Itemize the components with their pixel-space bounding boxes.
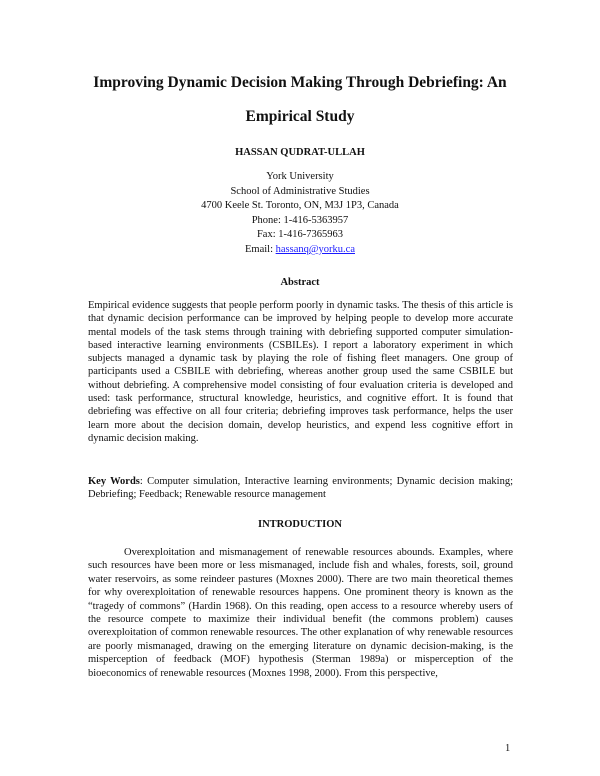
keywords-paragraph [88,475,513,502]
affiliation-school: School of Administrative Studies [230,185,370,197]
introduction-heading: INTRODUCTION [257,519,342,530]
page-number: 1 [505,743,511,754]
introduction-text: Overexploitation and mismanagement of renewable resources abounds. Examples, where such resources have been more or less mismanaged, include fish and whales, forests, soil, ground water reservoirs, as some reindeer pastures (Moxnes 2000). There are two main theoretical themes for why overexploitation of renewable resources happens. One prominent theory is known as the “tragedy of commons” (Hardin 1968). On this reading, open access to a resource whereby users of the resource compete to maximize their individual benefit (the commons problem) causes overexploitation of common renewable resources. The other explanation of why renewable resources are poorly mismanaged, drawing on the emerging literature on dynamic decision-making, is the misperception of feedback (MOF) hypothesis (Sterman 1989a) or misperception of the bioeconomics of renewable resources (Moxnes 1998, 2000). From this perspective, [88,547,513,679]
abstract-text: Empirical evidence suggests that people perform poorly in dynamic tasks. The thesis of this article is that dynamic decision performance can be improved by helping people to develop more accurate mental models of the task stems through training with debriefing supported computer simulation-based interactive learning environments (CSBILEs). I report a laboratory experiment in which subjects managed a dynamic task by playing the role of fishing fleet managers. One group of participants used a CSBILE with debriefing, whereas another group used the same CSBILE but without debriefing. A comprehensive model consisting of four evaluation criteria is developed and used: task performance, structural knowledge, heuristics, and cognitive effort. It is found that debriefing was effective on all four criteria; debriefing improves task performance, helps the user learn more about the decision domain, develop heuristics, and expend less cognitive effort in dynamic decision making. [88,300,513,444]
affiliation-university: York University [266,171,334,182]
email-label: Email: [245,243,276,255]
paper-title-line-1: Improving Dynamic Decision Making Through Debriefing: An [93,74,507,91]
keywords-text: : Computer simulation, Interactive learning environments; Dynamic decision making; Debriefing; Feedback; Renewable resource management [88,476,514,501]
affiliation-block [60,170,540,258]
keywords-label: Key Words [88,476,140,487]
paper-title-line-2: Empirical Study [245,108,355,125]
author-name: HASSAN QUDRAT-ULLAH [235,147,365,158]
email-link[interactable]: hassanq@yorku.ca [275,243,355,255]
affiliation-fax: Fax: 1-416-7365963 [256,229,344,241]
abstract-heading: Abstract [280,277,320,288]
affiliation-phone: Phone: 1-416-5363957 [251,214,349,226]
affiliation-email-line [60,243,540,258]
affiliation-address: 4700 Keele St. Toronto, ON, M3J 1P3, Canada [201,200,399,212]
